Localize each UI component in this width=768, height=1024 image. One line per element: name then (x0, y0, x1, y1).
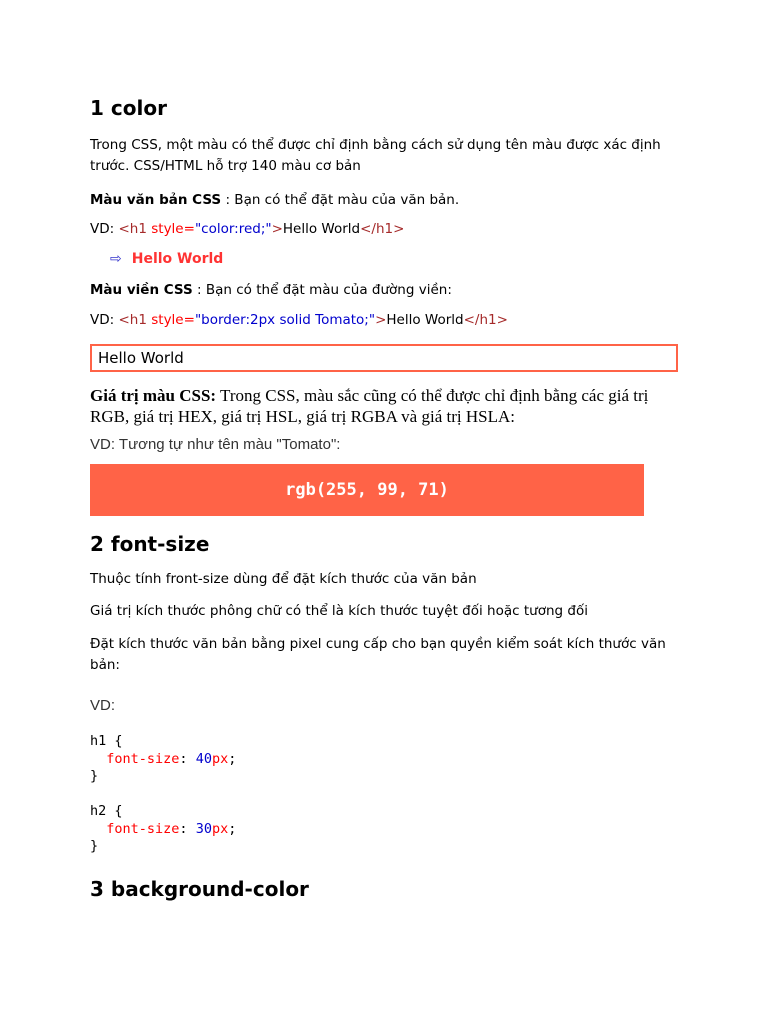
code-value: "color:red;" (194, 221, 272, 237)
code-selector: h1 { (90, 733, 123, 749)
code-tag: > (375, 312, 387, 328)
tomato-intro: VD: Tương tự như tên màu "Tomato": (90, 436, 341, 453)
heading-color: 1 color (90, 96, 167, 120)
code-number: 40 (195, 750, 212, 767)
tomato-swatch: rgb(255, 99, 71) (90, 464, 644, 516)
color-intro: Trong CSS, một màu có thể được chỉ định bằng cách sử dụng tên màu được xác định trước. CSS/HTML hỗ trợ 140 màu cơ bản (90, 137, 661, 174)
code-unit: px (211, 820, 229, 837)
code-tag: </h1> (463, 312, 508, 328)
font-size-p1: Thuộc tính front-size dùng để đặt kích thước của văn bản (90, 571, 477, 587)
red-result (110, 251, 223, 267)
code-brace: } (90, 768, 99, 784)
code-content: Hello World (386, 312, 464, 328)
heading-font-size: 2 font-size (90, 532, 210, 556)
font-size-vd: VD: (90, 697, 116, 714)
code-tag: > (271, 221, 283, 237)
border-color-paragraph (90, 280, 670, 301)
code-value: "border:2px solid Tomato;" (194, 312, 376, 328)
code-number: 30 (195, 820, 212, 837)
code-tag: <h1 (118, 221, 147, 237)
code-tag: <h1 (118, 312, 147, 328)
code-brace: } (90, 838, 99, 854)
example-border-code (90, 312, 508, 328)
heading-background-color: 3 background-color (90, 877, 309, 901)
red-hello-text: Hello World (131, 251, 224, 267)
example-prefix: VD: (90, 221, 119, 237)
text-color-desc: : Bạn có thể đặt màu của văn bản. (221, 192, 460, 208)
text-color-paragraph (90, 190, 670, 211)
code-unit: px (211, 750, 229, 767)
code-content: Hello World (282, 221, 361, 237)
bordered-hello-box: Hello World (90, 344, 678, 372)
example-prefix: VD: (90, 312, 119, 328)
code-property: font-size (106, 820, 180, 837)
text-color-label: Màu văn bản CSS (90, 192, 222, 208)
font-size-p3: Đặt kích thước văn bản bằng pixel cung cấp cho bạn quyền kiểm soát kích thước văn bản: (90, 636, 666, 673)
border-color-desc: : Bạn có thể đặt màu của đường viền: (192, 282, 452, 298)
code-attr: style= (146, 312, 195, 328)
font-size-p2: Giá trị kích thước phông chữ có thể là kích thước tuyệt đối hoặc tương đối (90, 603, 588, 619)
color-values-paragraph (90, 385, 680, 427)
arrow-right-icon: ⇨ (110, 251, 122, 267)
example-color-code (90, 221, 404, 237)
code-attr: style= (146, 221, 195, 237)
code-tag: </h1> (360, 221, 405, 237)
code-selector: h2 { (90, 803, 123, 819)
css-code-block: h1 { font-size: 40px; } h2 { font-size: 30px; } (90, 733, 237, 854)
border-color-label: Màu viền CSS (90, 282, 193, 298)
color-values-label: Giá trị màu CSS: (90, 386, 217, 405)
code-property: font-size (106, 750, 180, 767)
color-values-desc: Trong CSS, màu sắc cũng có thể được chỉ định bằng các giá trị RGB, giá trị HEX, giá trị HSL, giá trị RGBA và giá trị HSLA: (90, 386, 649, 426)
